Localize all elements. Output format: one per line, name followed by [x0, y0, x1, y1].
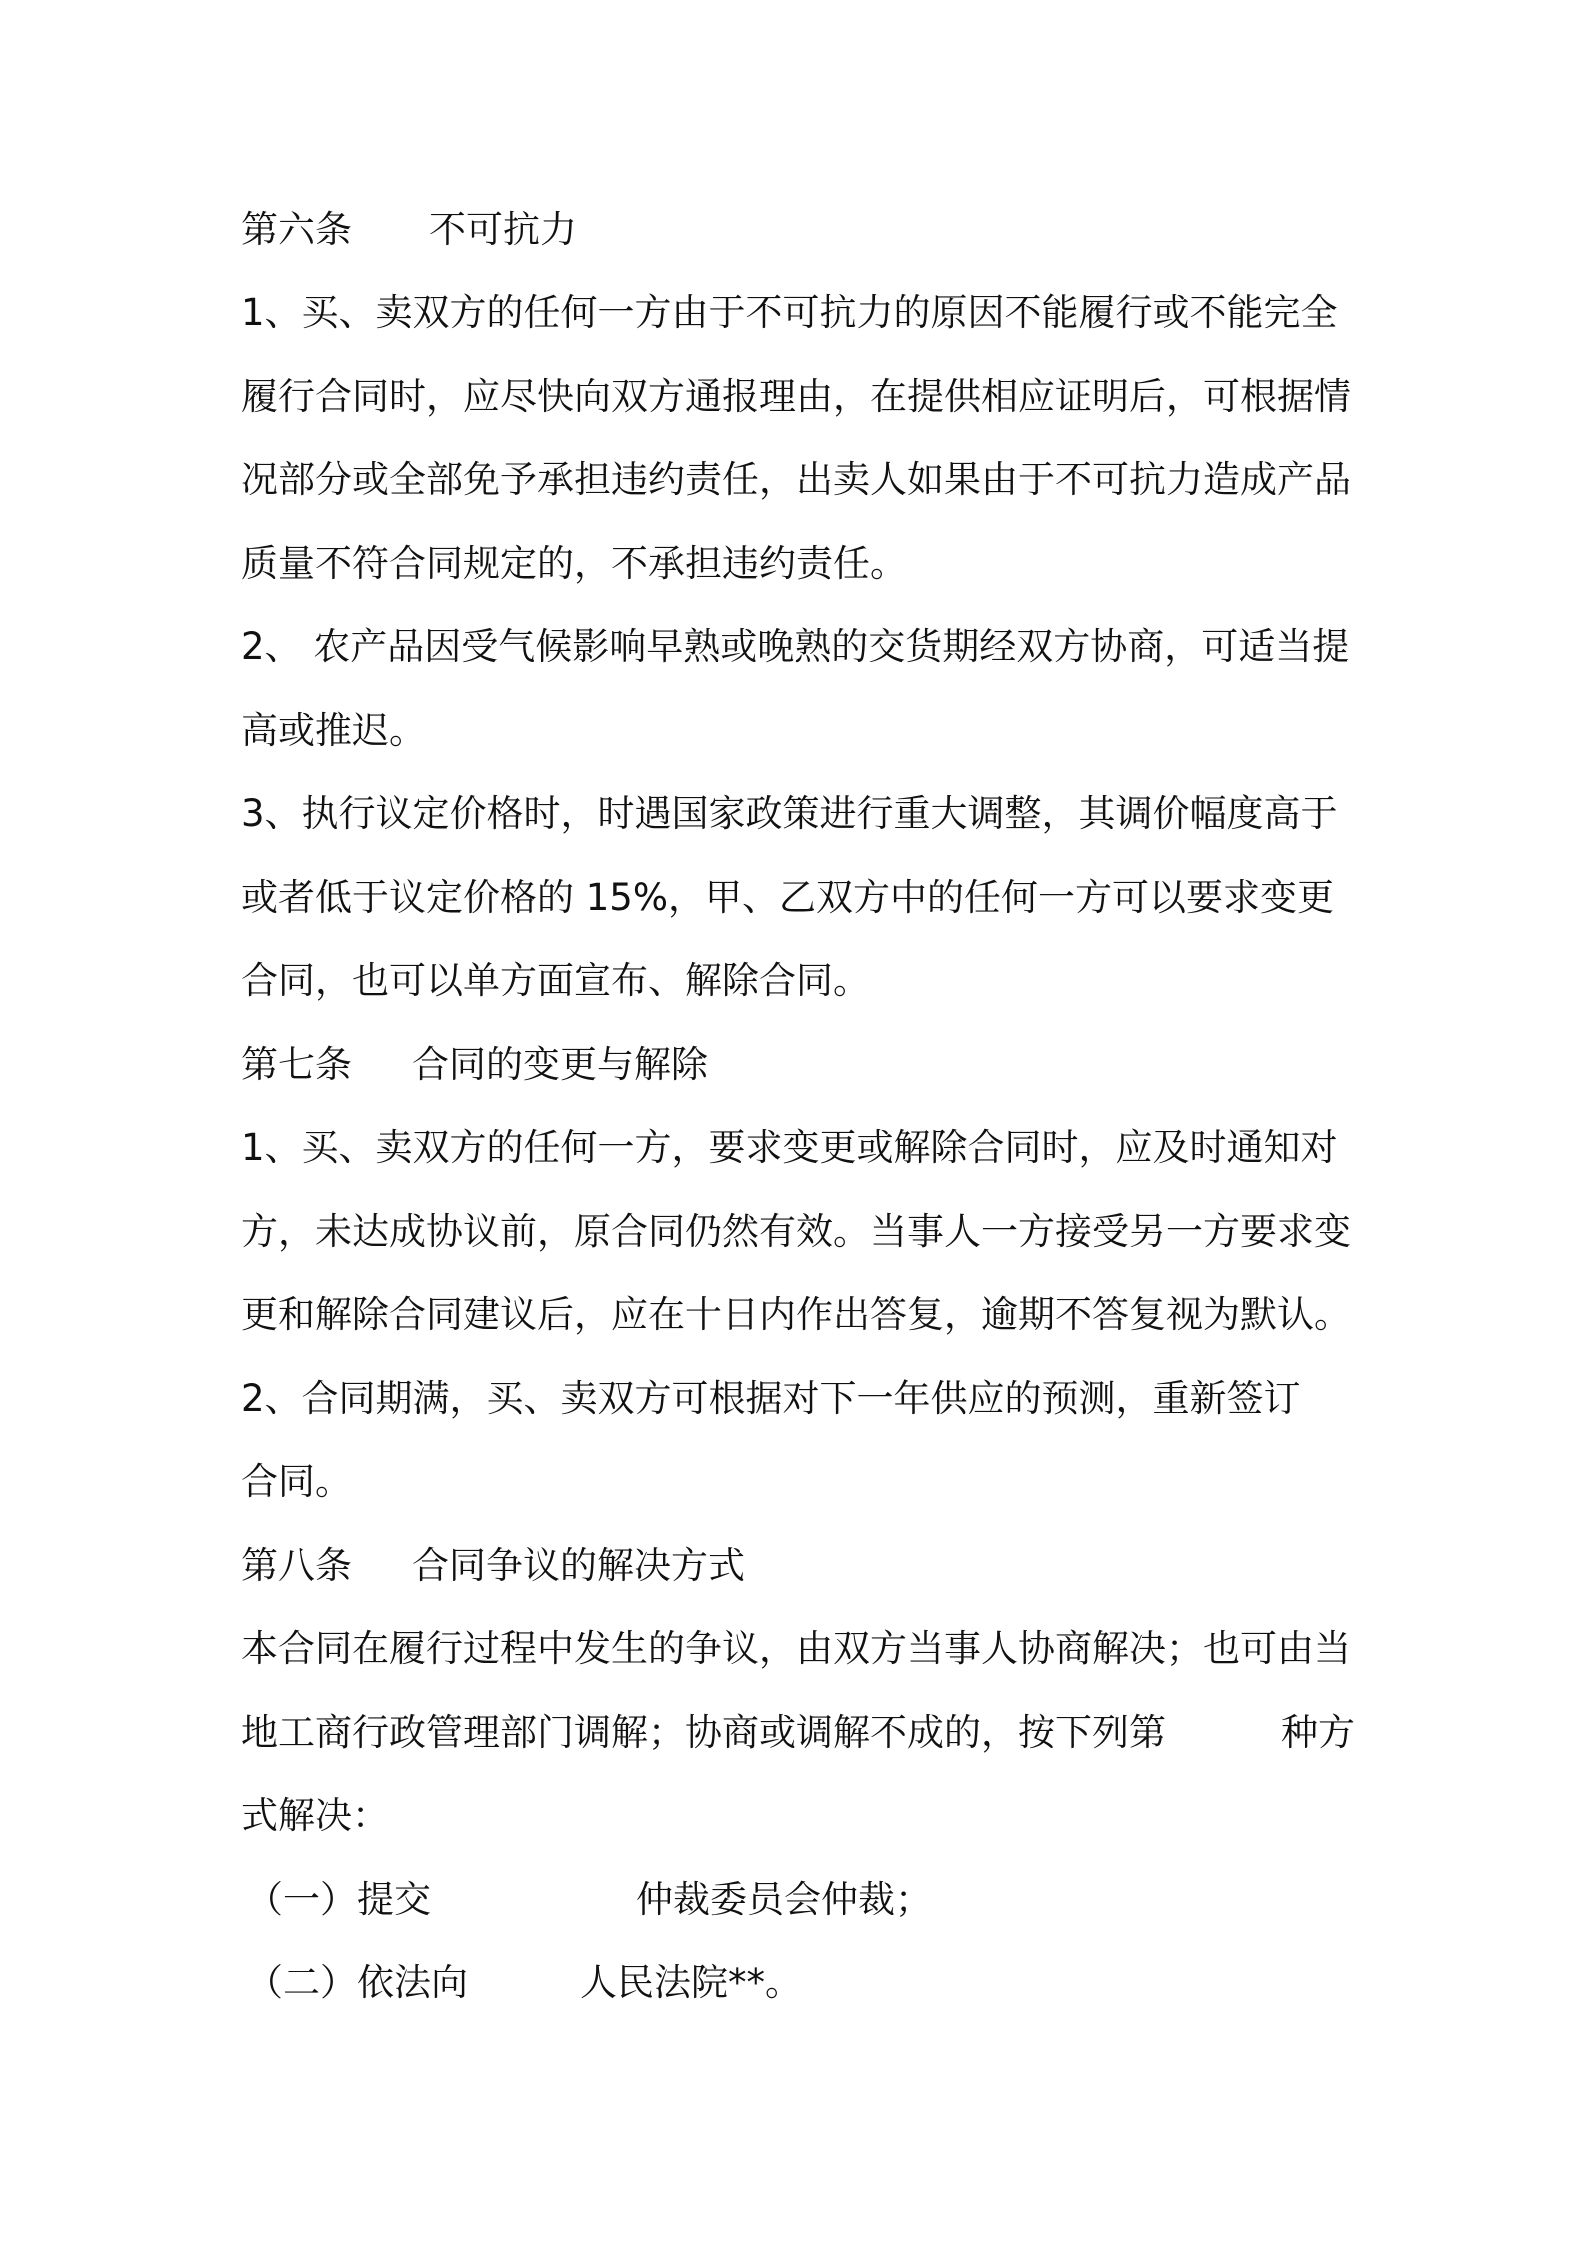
- section-number: 第六条: [241, 208, 352, 251]
- option-suffix: 人民法院**。: [580, 1961, 802, 2004]
- resolution-option-1: [246, 1870, 932, 1930]
- paragraph-line: 1、买、卖双方的任何一方由于不可抗力的原因不能履行或不能完全: [241, 291, 1338, 334]
- paragraph-line: 合同，也可以单方面宣布、解除合同。: [241, 959, 870, 1002]
- option-prefix: （二）依法向: [246, 1961, 468, 2004]
- resolution-option-2: [246, 1953, 802, 2013]
- paragraph-line: 方，未达成协议前，原合同仍然有效。当事人一方接受另一方要求变: [241, 1210, 1351, 1253]
- paragraph-line: 2、 农产品因受气候影响早熟或晚熟的交货期经双方协商，可适当提: [241, 625, 1350, 668]
- section-title: 合同的变更与解除: [412, 1043, 708, 1086]
- option-suffix: 仲裁委员会仲裁；: [636, 1878, 932, 1921]
- paragraph-line: 高或推迟。: [241, 709, 426, 752]
- section-title: 合同争议的解决方式: [412, 1544, 745, 1587]
- paragraph-line: 合同。: [241, 1460, 352, 1503]
- section-title: 不可抗力: [429, 208, 577, 251]
- paragraph-line: 1、买、卖双方的任何一方，要求变更或解除合同时，应及时通知对: [241, 1126, 1338, 1169]
- paragraph-line: 质量不符合同规定的，不承担违约责任。: [241, 542, 907, 585]
- paragraph-line-with-blank: [241, 1703, 1355, 1763]
- paragraph-line: 2、合同期满，买、卖双方可根据对下一年供应的预测，重新签订: [241, 1377, 1301, 1420]
- section-number: 第七条: [241, 1043, 352, 1086]
- paragraph-line: 或者低于议定价格的 15%，甲、乙双方中的任何一方可以要求变更: [241, 876, 1334, 919]
- paragraph-line: 式解决：: [241, 1794, 389, 1837]
- paragraph-line: 3、执行议定价格时，时遇国家政策进行重大调整，其调价幅度高于: [241, 792, 1338, 835]
- section-6-heading: [241, 200, 577, 260]
- paragraph-line: 本合同在履行过程中发生的争议，由双方当事人协商解决；也可由当: [241, 1627, 1351, 1670]
- paragraph-line: 更和解除合同建议后，应在十日内作出答复，逾期不答复视为默认。: [241, 1293, 1351, 1336]
- line-text-after-blank: 种方: [1281, 1711, 1355, 1754]
- section-7-heading: [241, 1035, 708, 1095]
- section-number: 第八条: [241, 1544, 352, 1587]
- section-8-heading: [241, 1536, 745, 1596]
- line-text-before-blank: 地工商行政管理部门调解；协商或调解不成的，按下列第: [241, 1711, 1166, 1754]
- option-prefix: （一）提交: [246, 1878, 431, 1921]
- paragraph-line: 况部分或全部免予承担违约责任，出卖人如果由于不可抗力造成产品: [241, 458, 1351, 501]
- paragraph-line: 履行合同时，应尽快向双方通报理由，在提供相应证明后，可根据情: [241, 375, 1351, 418]
